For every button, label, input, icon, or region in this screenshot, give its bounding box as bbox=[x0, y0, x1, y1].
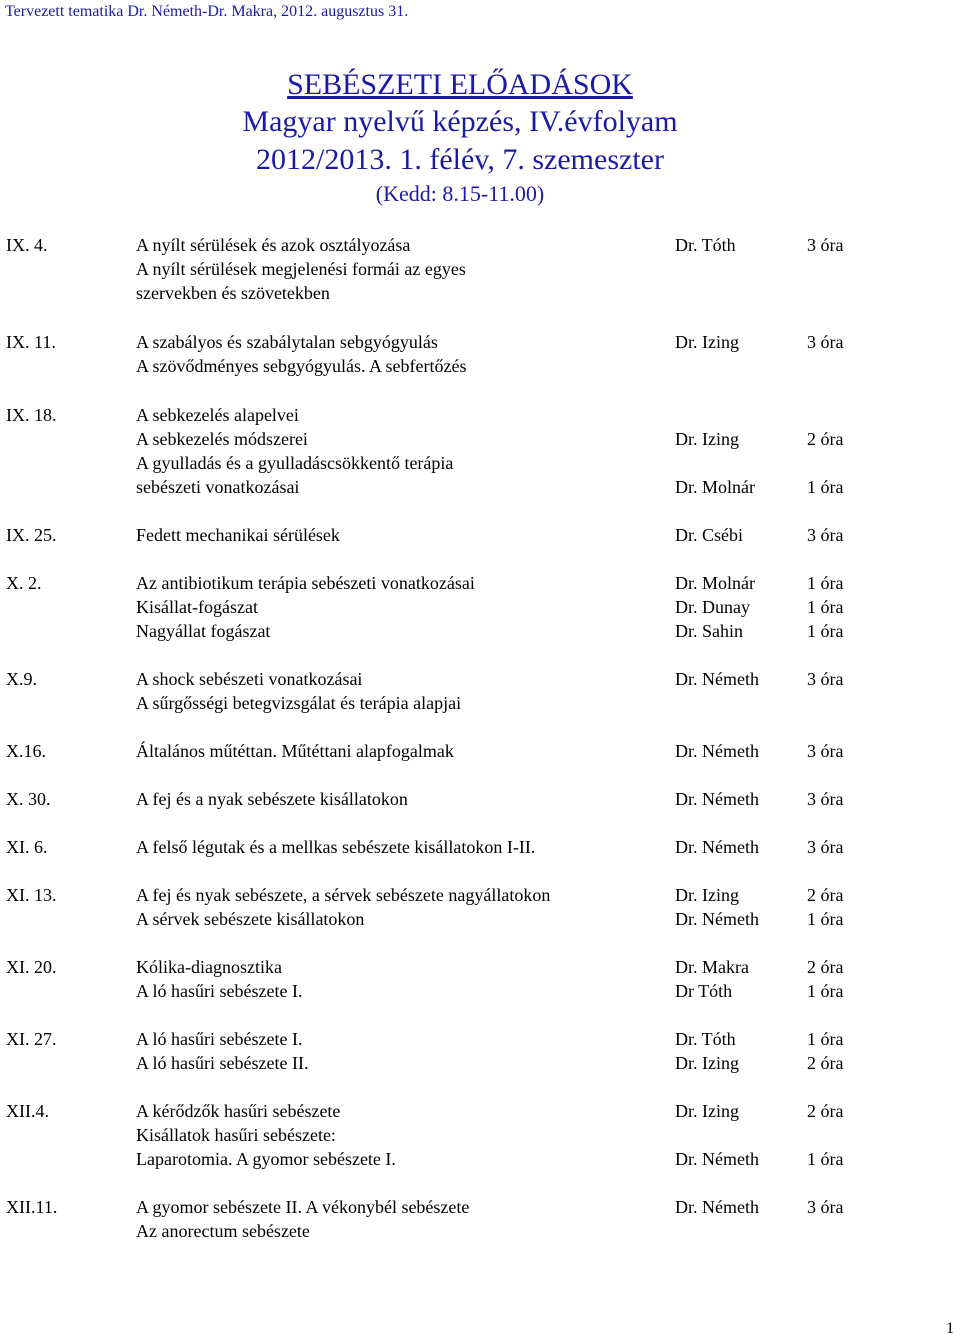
schedule-row bbox=[0, 523, 960, 547]
schedule-row bbox=[0, 330, 960, 354]
schedule-hours: 2 óra bbox=[807, 1053, 844, 1073]
schedule-hours: 3 óra bbox=[807, 837, 844, 857]
schedule-row bbox=[0, 403, 960, 427]
schedule-hours: 3 óra bbox=[807, 525, 844, 545]
schedule-lecturer: Dr. Sahin bbox=[675, 621, 744, 641]
schedule-row bbox=[0, 475, 960, 499]
schedule-hours: 2 óra bbox=[807, 885, 844, 905]
schedule-date: X. 2. bbox=[6, 573, 42, 593]
schedule-lecturer: Dr. Németh bbox=[675, 1197, 759, 1217]
schedule-hours: 3 óra bbox=[807, 235, 844, 255]
schedule-date: IX. 25. bbox=[6, 525, 57, 545]
schedule-hours: 2 óra bbox=[807, 1101, 844, 1121]
schedule-topic: Az antibiotikum terápia sebészeti vonatkozásai bbox=[136, 573, 475, 593]
schedule-topic: A sebkezelés alapelvei bbox=[136, 405, 299, 425]
schedule-hours: 1 óra bbox=[807, 909, 844, 929]
schedule-hours: 1 óra bbox=[807, 621, 844, 641]
schedule-topic: Kisállatok hasűri sebészete: bbox=[136, 1125, 336, 1145]
schedule-lecturer: Dr. Németh bbox=[675, 837, 759, 857]
schedule-topic: Az anorectum sebészete bbox=[136, 1221, 310, 1241]
schedule-topic: Fedett mechanikai sérülések bbox=[136, 525, 340, 545]
schedule-date: X.16. bbox=[6, 741, 46, 761]
schedule-row bbox=[0, 1099, 960, 1123]
schedule-row bbox=[0, 787, 960, 811]
schedule-lecturer: Dr. Németh bbox=[675, 741, 759, 761]
schedule-date: XI. 27. bbox=[6, 1029, 57, 1049]
schedule-topic: sebészeti vonatkozásai bbox=[136, 477, 300, 497]
schedule-row bbox=[0, 595, 960, 619]
schedule-topic: Kisállat-fogászat bbox=[136, 597, 258, 617]
schedule-row bbox=[0, 1195, 960, 1219]
schedule-row bbox=[0, 1051, 960, 1075]
schedule-topic: Általános műtéttan. Műtéttani alapfogalmak bbox=[136, 741, 454, 761]
schedule-lecturer: Dr. Németh bbox=[675, 669, 759, 689]
schedule-row bbox=[0, 233, 960, 257]
schedule-date: XI. 6. bbox=[6, 837, 48, 857]
schedule-row bbox=[0, 281, 960, 305]
schedule-date: IX. 4. bbox=[6, 235, 48, 255]
schedule-topic: A fej és a nyak sebészete kisállatokon bbox=[136, 789, 408, 809]
schedule-topic: A gyulladás és a gyulladáscsökkentő terápia bbox=[136, 453, 454, 473]
subtitle-course: Magyar nyelvű képzés, IV.évfolyam bbox=[242, 105, 678, 138]
schedule-lecturer: Dr Tóth bbox=[675, 981, 733, 1001]
schedule-hours: 2 óra bbox=[807, 429, 844, 449]
title-block bbox=[0, 67, 920, 209]
schedule-row bbox=[0, 835, 960, 859]
schedule-hours: 1 óra bbox=[807, 1149, 844, 1169]
schedule-row bbox=[0, 739, 960, 763]
schedule-lecturer: Dr. Molnár bbox=[675, 477, 755, 497]
schedule-lecturer: Dr. Németh bbox=[675, 789, 759, 809]
schedule-hours: 1 óra bbox=[807, 1029, 844, 1049]
schedule-date: XII.11. bbox=[6, 1197, 58, 1217]
schedule-topic: A nyílt sérülések és azok osztályozása bbox=[136, 235, 411, 255]
schedule-topic: A sérvek sebészete kisállatokon bbox=[136, 909, 365, 929]
schedule-date: IX. 11. bbox=[6, 332, 56, 352]
schedule-hours: 3 óra bbox=[807, 669, 844, 689]
schedule-row bbox=[0, 1123, 960, 1147]
schedule-topic: A nyílt sérülések megjelenési formái az egyes bbox=[136, 259, 466, 279]
schedule-row bbox=[0, 1027, 960, 1051]
schedule-topic: A ló hasűri sebészete II. bbox=[136, 1053, 309, 1073]
schedule-date: X.9. bbox=[6, 669, 37, 689]
schedule-lecturer: Dr. Csébi bbox=[675, 525, 744, 545]
schedule-hours: 2 óra bbox=[807, 957, 844, 977]
schedule-topic: A sebkezelés módszerei bbox=[136, 429, 308, 449]
schedule-topic: A szabályos és szabálytalan sebgyógyulás bbox=[136, 332, 438, 352]
schedule-row bbox=[0, 619, 960, 643]
schedule-lecturer: Dr. Dunay bbox=[675, 597, 750, 617]
schedule-topic: A fej és nyak sebészete, a sérvek sebészete nagyállatokon bbox=[136, 885, 551, 905]
schedule-lecturer: Dr. Molnár bbox=[675, 573, 755, 593]
schedule-topic: A sűrgősségi betegvizsgálat és terápia alapjai bbox=[136, 693, 462, 713]
schedule-hours: 1 óra bbox=[807, 597, 844, 617]
schedule-date: XI. 13. bbox=[6, 885, 57, 905]
schedule-hours: 3 óra bbox=[807, 1197, 844, 1217]
schedule-topic: Kólika-diagnosztika bbox=[136, 957, 282, 977]
schedule-lecturer: Dr. Izing bbox=[675, 885, 739, 905]
schedule-lecturer: Dr. Tóth bbox=[675, 235, 736, 255]
schedule-row bbox=[0, 667, 960, 691]
schedule-hours: 3 óra bbox=[807, 789, 844, 809]
schedule-lecturer: Dr. Makra bbox=[675, 957, 749, 977]
schedule-topic: A shock sebészeti vonatkozásai bbox=[136, 669, 363, 689]
schedule-hours: 1 óra bbox=[807, 477, 844, 497]
schedule-row bbox=[0, 354, 960, 378]
subtitle-semester: 2012/2013. 1. félév, 7. szemeszter bbox=[256, 143, 664, 176]
schedule-row bbox=[0, 955, 960, 979]
schedule-row bbox=[0, 979, 960, 1003]
schedule-lecturer: Dr. Németh bbox=[675, 1149, 759, 1169]
schedule-date: XI. 20. bbox=[6, 957, 57, 977]
schedule-date: X. 30. bbox=[6, 789, 51, 809]
schedule-lecturer: Dr. Tóth bbox=[675, 1029, 736, 1049]
schedule-topic: Laparotomia. A gyomor sebészete I. bbox=[136, 1149, 396, 1169]
schedule-row bbox=[0, 883, 960, 907]
schedule-row bbox=[0, 1219, 960, 1243]
schedule-lecturer: Dr. Németh bbox=[675, 909, 759, 929]
schedule-row bbox=[0, 691, 960, 715]
schedule-topic: A szövődményes sebgyógyulás. A sebfertőzés bbox=[136, 356, 467, 376]
schedule-lecturer: Dr. Izing bbox=[675, 1101, 739, 1121]
schedule-hours: 3 óra bbox=[807, 741, 844, 761]
schedule-row bbox=[0, 571, 960, 595]
schedule-hours: 1 óra bbox=[807, 981, 844, 1001]
schedule-date: IX. 18. bbox=[6, 405, 57, 425]
schedule-topic: A kérődzők hasűri sebészete bbox=[136, 1101, 341, 1121]
schedule-topic: A ló hasűri sebészete I. bbox=[136, 1029, 303, 1049]
page-number: 1 bbox=[946, 1320, 954, 1337]
schedule-lecturer: Dr. Izing bbox=[675, 429, 739, 449]
schedule-topic: Nagyállat fogászat bbox=[136, 621, 271, 641]
schedule-topic: A gyomor sebészete II. A vékonybél sebészete bbox=[136, 1197, 470, 1217]
schedule-row bbox=[0, 907, 960, 931]
schedule-topic: szervekben és szövetekben bbox=[136, 283, 330, 303]
schedule-row bbox=[0, 1147, 960, 1171]
schedule-topic: A felső légutak és a mellkas sebészete kisállatokon I-II. bbox=[136, 837, 536, 857]
document-header: Tervezett tematika Dr. Németh-Dr. Makra, 2012. augusztus 31. bbox=[5, 3, 409, 20]
page-title: SEBÉSZETI ELŐADÁSOK bbox=[287, 68, 633, 101]
subtitle-time: (Kedd: 8.15-11.00) bbox=[375, 181, 545, 206]
schedule-date: XII.4. bbox=[6, 1101, 49, 1121]
schedule-topic: A ló hasűri sebészete I. bbox=[136, 981, 303, 1001]
schedule-row bbox=[0, 451, 960, 475]
schedule-row bbox=[0, 427, 960, 451]
schedule-lecturer: Dr. Izing bbox=[675, 332, 739, 352]
schedule-hours: 1 óra bbox=[807, 573, 844, 593]
schedule-lecturer: Dr. Izing bbox=[675, 1053, 739, 1073]
schedule-row bbox=[0, 257, 960, 281]
schedule-hours: 3 óra bbox=[807, 332, 844, 352]
